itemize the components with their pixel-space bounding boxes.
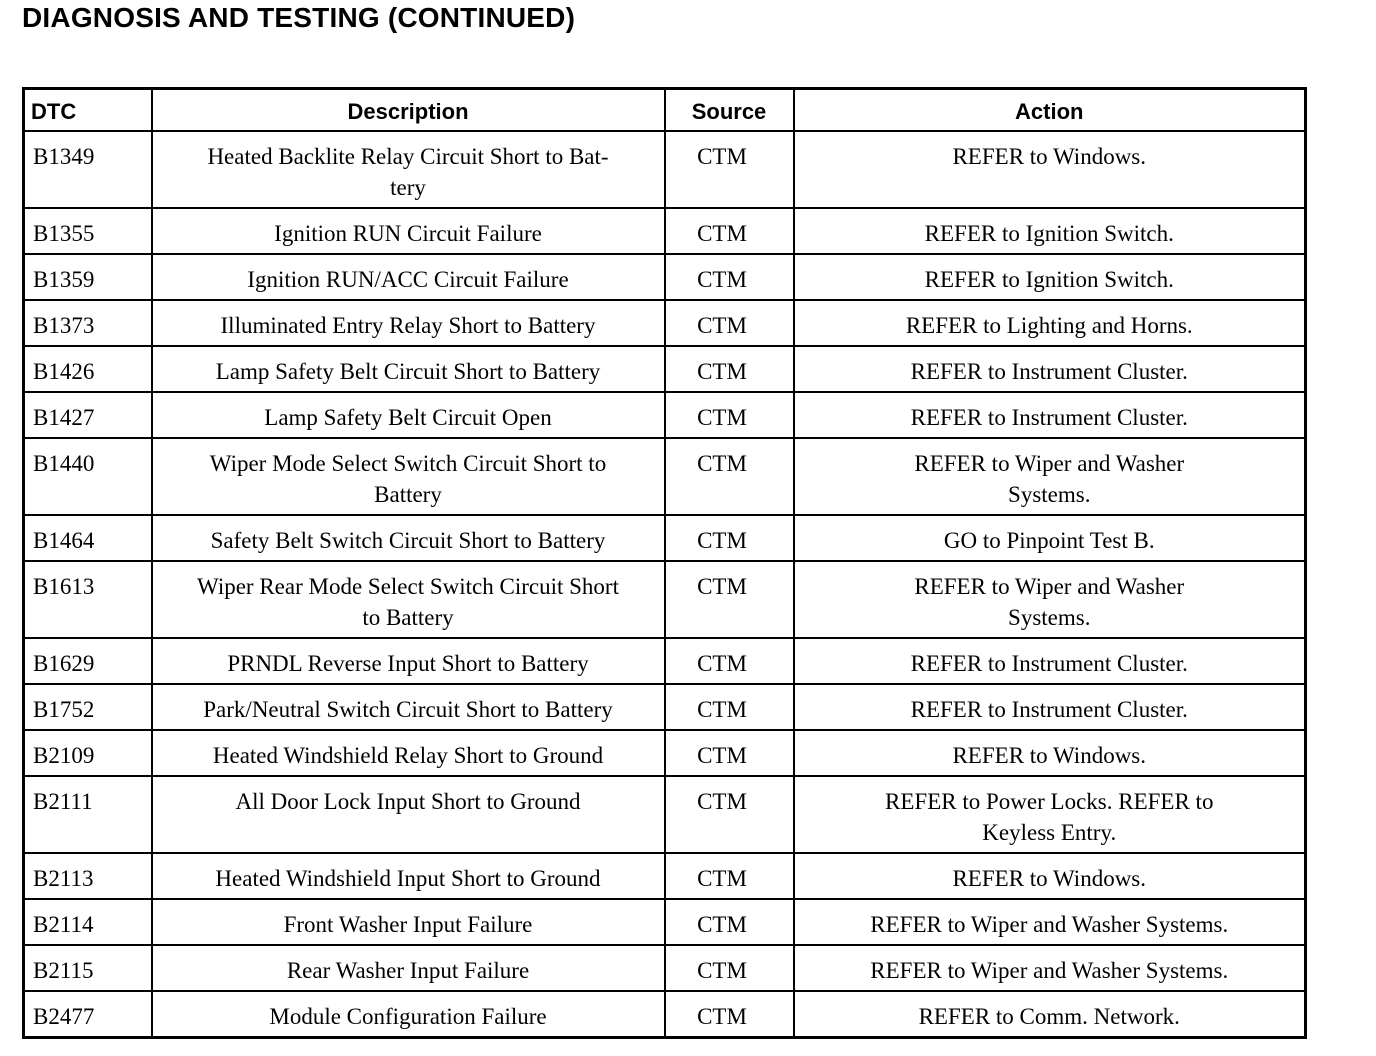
table-body [24,131,1306,1038]
description-cell: Rear Washer Input Failure [152,945,665,991]
column-header-dtc: DTC [24,89,152,132]
dtc-code-cell: B1464 [24,515,152,561]
table-row [24,945,1306,991]
source-cell: CTM [665,561,794,638]
dtc-code-cell: B1426 [24,346,152,392]
table-row [24,776,1306,853]
action-cell: REFER to Wiper and Washer Systems. [794,438,1306,515]
column-header-source: Source [665,89,794,132]
table-row [24,561,1306,638]
table-row [24,392,1306,438]
dtc-code-cell: B1355 [24,208,152,254]
action-cell: REFER to Instrument Cluster. [794,392,1306,438]
description-cell: Heated Windshield Input Short to Ground [152,853,665,899]
action-cell: REFER to Ignition Switch. [794,208,1306,254]
dtc-code-cell: B1629 [24,638,152,684]
description-cell: PRNDL Reverse Input Short to Battery [152,638,665,684]
source-cell: CTM [665,515,794,561]
table-header-row [24,89,1306,132]
dtc-code-cell: B2115 [24,945,152,991]
dtc-code-cell: B1359 [24,254,152,300]
description-cell: Park/Neutral Switch Circuit Short to Battery [152,684,665,730]
dtc-code-cell: B1440 [24,438,152,515]
source-cell: CTM [665,131,794,208]
table-row [24,515,1306,561]
source-cell: CTM [665,730,794,776]
description-cell: Safety Belt Switch Circuit Short to Battery [152,515,665,561]
action-cell: REFER to Instrument Cluster. [794,684,1306,730]
description-cell: Front Washer Input Failure [152,899,665,945]
description-cell: All Door Lock Input Short to Ground [152,776,665,853]
dtc-code-cell: B1427 [24,392,152,438]
description-cell: Module Configuration Failure [152,991,665,1038]
dtc-code-cell: B2109 [24,730,152,776]
column-header-action: Action [794,89,1306,132]
dtc-code-cell: B1349 [24,131,152,208]
description-cell: Lamp Safety Belt Circuit Open [152,392,665,438]
table-row [24,638,1306,684]
source-cell: CTM [665,991,794,1038]
table-row [24,853,1306,899]
dtc-code-cell: B2113 [24,853,152,899]
dtc-table [22,87,1307,1039]
table-row [24,899,1306,945]
action-cell: REFER to Wiper and Washer Systems. [794,561,1306,638]
description-cell: Wiper Rear Mode Select Switch Circuit Short to Battery [152,561,665,638]
source-cell: CTM [665,254,794,300]
source-cell: CTM [665,208,794,254]
page-title: DIAGNOSIS AND TESTING (CONTINUED) [22,2,576,33]
table-row [24,730,1306,776]
action-cell: REFER to Comm. Network. [794,991,1306,1038]
table-row [24,208,1306,254]
source-cell: CTM [665,776,794,853]
action-cell: REFER to Instrument Cluster. [794,638,1306,684]
description-cell: Ignition RUN/ACC Circuit Failure [152,254,665,300]
table-row [24,131,1306,208]
dtc-code-cell: B1752 [24,684,152,730]
table-row [24,254,1306,300]
source-cell: CTM [665,638,794,684]
description-cell: Wiper Mode Select Switch Circuit Short to Battery [152,438,665,515]
table-row [24,684,1306,730]
source-cell: CTM [665,899,794,945]
source-cell: CTM [665,300,794,346]
description-cell: Lamp Safety Belt Circuit Short to Battery [152,346,665,392]
action-cell: REFER to Windows. [794,730,1306,776]
dtc-code-cell: B2477 [24,991,152,1038]
source-cell: CTM [665,684,794,730]
description-cell: Ignition RUN Circuit Failure [152,208,665,254]
action-cell: REFER to Windows. [794,853,1306,899]
action-cell: REFER to Power Locks. REFER to Keyless Entry. [794,776,1306,853]
action-cell: REFER to Windows. [794,131,1306,208]
table-row [24,346,1306,392]
dtc-code-cell: B1613 [24,561,152,638]
source-cell: CTM [665,438,794,515]
column-header-description: Description [152,89,665,132]
dtc-code-cell: B2111 [24,776,152,853]
dtc-code-cell: B2114 [24,899,152,945]
description-cell: Heated Windshield Relay Short to Ground [152,730,665,776]
description-cell: Heated Backlite Relay Circuit Short to Bat- tery [152,131,665,208]
action-cell: REFER to Instrument Cluster. [794,346,1306,392]
table-row [24,300,1306,346]
table-row [24,438,1306,515]
source-cell: CTM [665,392,794,438]
action-cell: REFER to Ignition Switch. [794,254,1306,300]
table-row [24,991,1306,1038]
source-cell: CTM [665,853,794,899]
action-cell: REFER to Wiper and Washer Systems. [794,945,1306,991]
action-cell: GO to Pinpoint Test B. [794,515,1306,561]
source-cell: CTM [665,346,794,392]
action-cell: REFER to Lighting and Horns. [794,300,1306,346]
action-cell: REFER to Wiper and Washer Systems. [794,899,1306,945]
description-cell: Illuminated Entry Relay Short to Battery [152,300,665,346]
source-cell: CTM [665,945,794,991]
dtc-code-cell: B1373 [24,300,152,346]
